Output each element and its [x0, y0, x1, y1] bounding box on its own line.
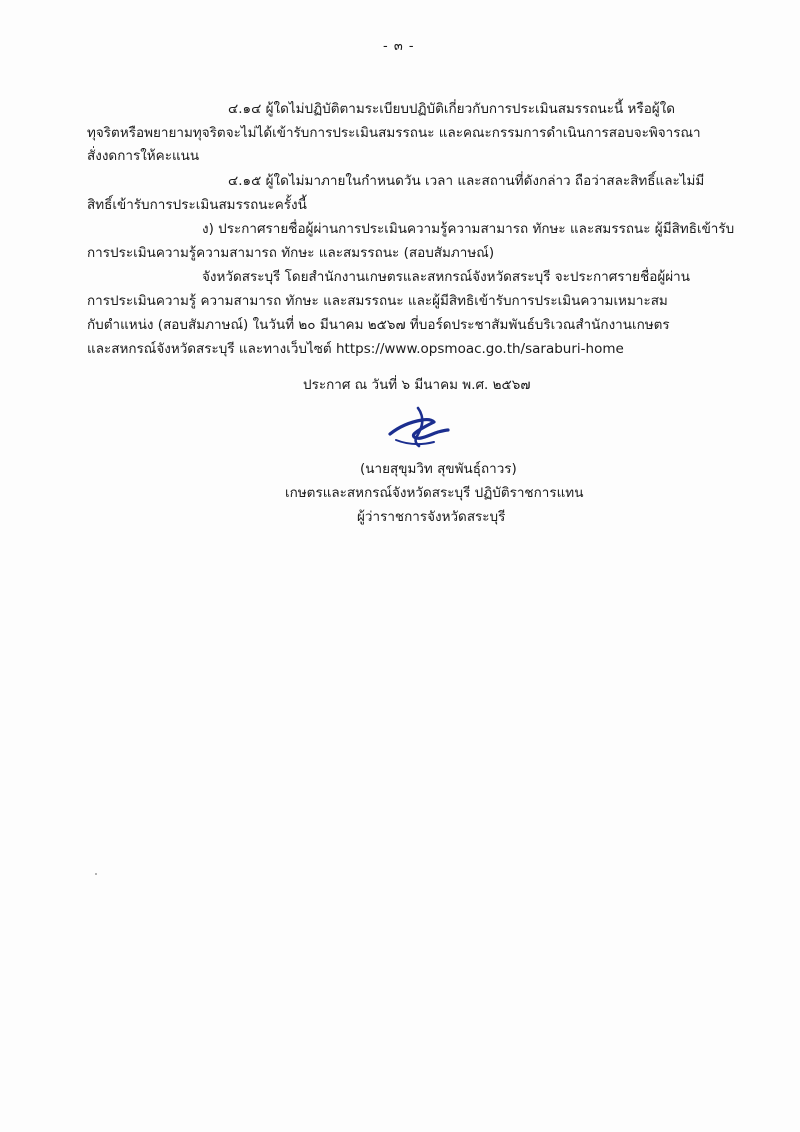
- clause-4-15-line-2: สิทธิ์เข้ารับการประเมินสมรรถนะครั้งนี้: [87, 197, 307, 213]
- clause-4-14-line-1: ๔.๑๔ ผู้ใดไม่ปฏิบัติตามระเบียบปฏิบัติเกี่ยวกับการประเมินสมรรถนะนี้ หรือผู้ใด: [228, 101, 676, 117]
- clause-4-14-line-3: สั่งงดการให้คะแนน: [87, 148, 200, 164]
- page-number: - ๓ -: [383, 39, 415, 54]
- clause-4-14-line-2: ทุจริตหรือพยายามทุจริตจะไม่ได้เข้ารับการประเมินสมรรถนะ และคณะกรรมการดำเนินการสอบจะพิจารณา: [87, 125, 701, 141]
- province-notice-line-3: กับตำแหน่ง (สอบสัมภาษณ์) ในวันที่ ๒๐ มีนาคม ๒๕๖๗ ที่บอร์ดประชาสัมพันธ์บริเวณสำนักงานเกษตร: [87, 317, 670, 333]
- announcement-date: ประกาศ ณ วันที่ ๖ มีนาคม พ.ศ. ๒๕๖๗: [303, 377, 531, 393]
- signatory-title-line-2: ผู้ว่าราชการจังหวัดสระบุรี: [357, 509, 506, 525]
- signatory-title-line-1: เกษตรและสหกรณ์จังหวัดสระบุรี ปฏิบัติราชการแทน: [285, 485, 584, 501]
- province-notice-line-2: การประเมินความรู้ ความสามารถ ทักษะ และสมรรถนะ และผู้มีสิทธิเข้ารับการประเมินความเหมาะสม: [87, 293, 668, 309]
- section-ng-line-1: ง) ประกาศรายชื่อผู้ผ่านการประเมินความรู้ความสามารถ ทักษะ และสมรรถนะ ผู้มีสิทธิเข้ารับ: [202, 221, 735, 237]
- section-ng-line-2: การประเมินความรู้ความสามารถ ทักษะ และสมรรถนะ (สอบสัมภาษณ์): [87, 245, 495, 261]
- clause-4-15-line-1: ๔.๑๕ ผู้ใดไม่มาภายในกำหนดวัน เวลา และสถานที่ดังกล่าว ถือว่าสละสิทธิ์และไม่มี: [228, 173, 705, 189]
- scan-speck: [95, 873, 97, 875]
- province-notice-line-4: และสหกรณ์จังหวัดสระบุรี และทางเว็บไซต์ https://www.opsmoac.go.th/saraburi-home: [87, 341, 624, 357]
- province-notice-line-1: จังหวัดสระบุรี โดยสำนักงานเกษตรและสหกรณ์จังหวัดสระบุรี จะประกาศรายชื่อผู้ผ่าน: [202, 269, 690, 285]
- signatory-name: (นายสุขุมวิท สุขพันธุ์ถาวร): [360, 461, 517, 477]
- handwritten-signature: [388, 404, 450, 452]
